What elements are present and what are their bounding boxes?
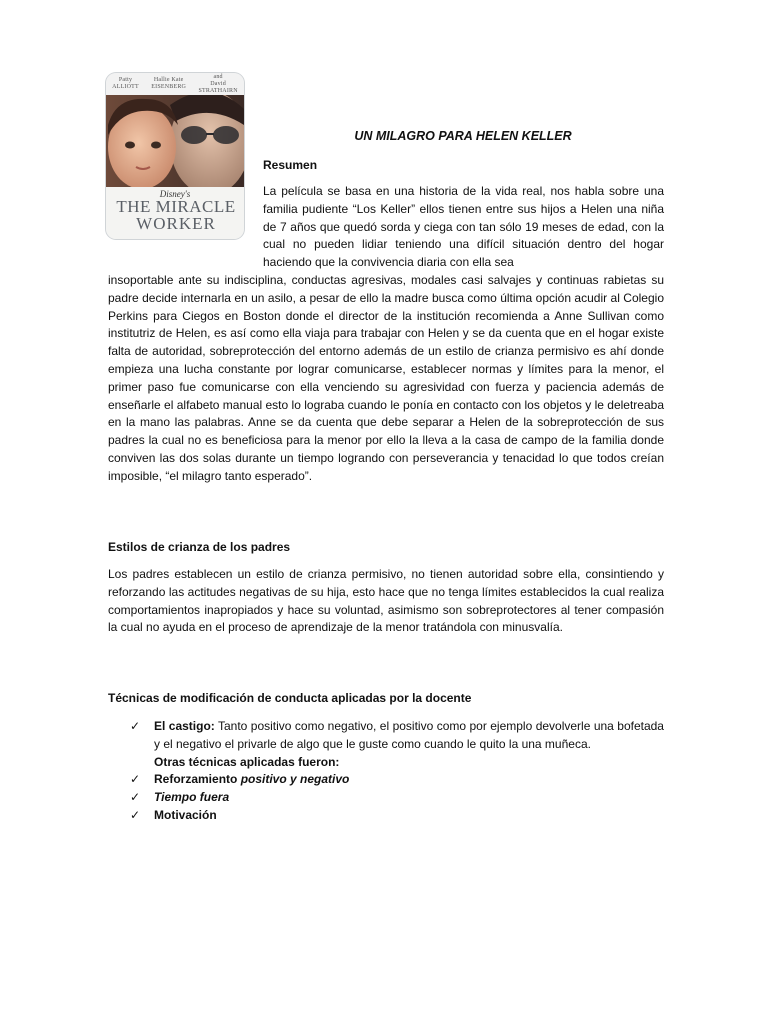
tecnicas-list bbox=[130, 718, 664, 825]
poster-credit-1-name: ALLIOTT bbox=[112, 84, 139, 90]
poster-credit-3-first: David bbox=[210, 80, 226, 87]
poster-credit-3-name: STRATHAIRN bbox=[198, 87, 238, 94]
tecnicas-heading: Técnicas de modificación de conducta aplicadas por la docente bbox=[108, 691, 472, 705]
poster-credit-3 bbox=[198, 74, 237, 95]
list-item-castigo bbox=[130, 718, 664, 754]
poster-studio-logo: Disney's bbox=[159, 189, 191, 199]
poster-title-area bbox=[106, 187, 244, 239]
tiempo-fuera-label: Tiempo fuera bbox=[154, 790, 230, 805]
document-title: UN MILAGRO PARA HELEN KELLER bbox=[354, 129, 572, 143]
reforzamiento-label: Reforzamiento bbox=[154, 772, 241, 787]
list-item-motivacion bbox=[130, 807, 664, 825]
castigo-text: Tanto positivo como negativo, el positivo como por ejemplo devolverle una bofetada y el negativo el privarle de algo que le guste como cuando le quito la una muñeca. bbox=[154, 719, 664, 751]
poster-credit-1-small: Patty bbox=[118, 77, 133, 83]
poster-credit-2 bbox=[151, 77, 186, 91]
list-item-reforzamiento bbox=[130, 771, 664, 789]
poster-title-line1: THE MIRACLE bbox=[116, 197, 236, 216]
resumen-intro-paragraph: La película se basa en una historia de la vida real, nos habla sobre una familia pudiente “Los Keller” ellos tienen entre sus hijos a Helen una niña de 7 años que quedó sorda y ciega con tan sólo 19 meses de edad, con la cual no pueden lidiar teniendo una difícil situación dentro del hogar haciendo que la convivencia diaria con ella sea bbox=[263, 184, 664, 270]
poster-credit-3-small bbox=[198, 74, 237, 88]
poster-credit-1 bbox=[112, 77, 139, 91]
motivacion-label: Motivación bbox=[154, 807, 217, 822]
poster-title-line2: WORKER bbox=[136, 214, 216, 233]
castigo-label: El castigo: bbox=[154, 719, 215, 733]
checkmark-icon: ✓ bbox=[130, 719, 141, 733]
poster-photo-faces bbox=[106, 95, 244, 187]
poster-credit-2-name: EISENBERG bbox=[151, 84, 187, 90]
otras-tecnicas-label: Otras técnicas aplicadas fueron: bbox=[154, 754, 340, 769]
estilos-paragraph: Los padres establecen un estilo de crianza permisivo, no tienen autoridad sobre ella, consintiendo y reforzando las actitudes negativas de su hija, esto hace que no tenga límites establecidos la cual realiza comportamientos inapropiados y hace su voluntad, asimismo son sobreprotectores al tener compasión la cual no ayuda en el proceso de aprendizaje de la menor tratándola con minusvalía. bbox=[108, 567, 664, 635]
list-item-tiempo-fuera bbox=[130, 789, 664, 807]
checkmark-icon: ✓ bbox=[130, 772, 141, 787]
poster-credits bbox=[106, 73, 244, 95]
list-item-otras bbox=[130, 754, 664, 772]
checkmark-icon: ✓ bbox=[130, 807, 141, 822]
estilos-heading: Estilos de crianza de los padres bbox=[108, 540, 291, 554]
poster-credit-and: and bbox=[213, 73, 223, 80]
checkmark-icon: ✓ bbox=[130, 790, 141, 805]
resumen-heading: Resumen bbox=[263, 158, 318, 172]
resumen-body-paragraph: insoportable ante su indisciplina, conductas agresivas, modales casi salvajes y continuas rabietas su padre decide internarla en un asilo, a pesar de ello la madre busca como última opción acudir al Colegio Perkins para Ciegos en Boston donde el director de la institución recomienda a Anne Sullivan como institutriz de Helen, es así como ella viaja para trabajar con Helen y se da cuenta que en el hogar existe falta de autoridad, sobreprotección del entorno además de un estilo de crianza permisivo es ahí donde empieza una lucha constante por lograr comunicarse, establecer normas y límites para la menor, el primer paso fue comunicarse con ella venciendo su agresividad con fuerza y paciencia además de enseñarle el alfabeto manual esto lo lograba cuando le ponía en contacto con los objetos y le deletreaba en la mano las palabras. Anne se da cuenta que debe separar a Helen de la sobreprotección de sus padres la cual no es beneficiosa para la menor por ello la lleva a la casa de campo de la familia donde conviven las dos solas durante un tiempo logrando con perseverancia y tenacidad lo que todos creían imposible, “el milagro tanto esperado”. bbox=[108, 273, 664, 483]
poster-credit-2-small: Hallie Kate bbox=[153, 77, 184, 83]
reforzamiento-italic: positivo y negativo bbox=[240, 772, 350, 787]
movie-poster-image bbox=[106, 73, 244, 239]
